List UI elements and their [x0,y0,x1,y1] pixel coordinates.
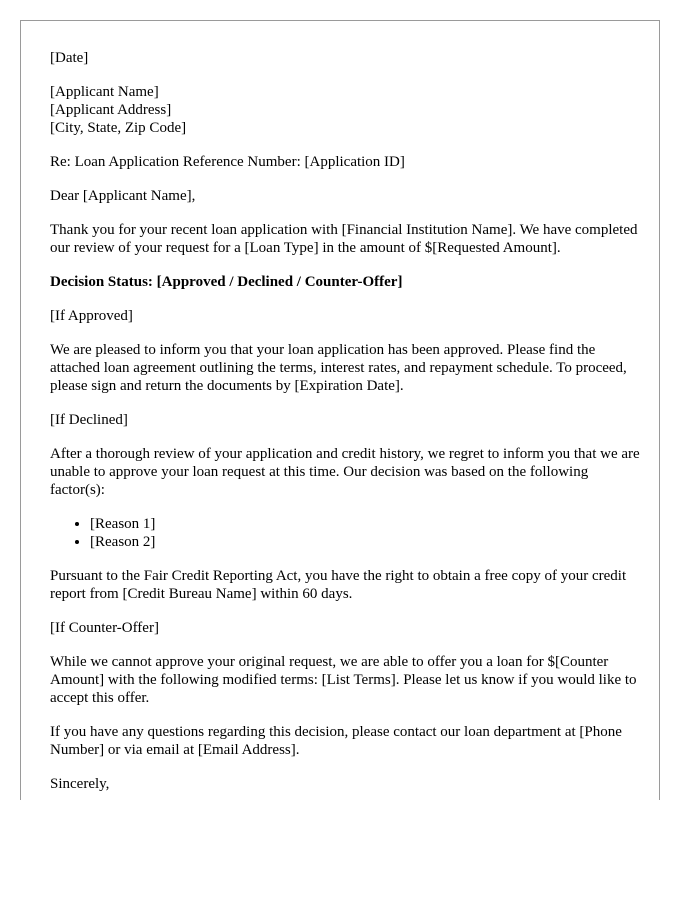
letter-date: [Date] [50,50,89,66]
approved-heading: [If Approved] [50,308,133,324]
closing: Sincerely, [50,776,110,792]
recipient-block [50,83,640,137]
decision-status: Decision Status: [Approved / Declined / Counter-Offer] [50,274,403,290]
approved-paragraph: We are pleased to inform you that your loan application has been approved. Please find the attached loan agreement outlining the terms, interest rates, and repayment schedule. To proceed, please sign and return the documents by [Expiration Date]. [50,342,627,394]
reason-item: • [Reason 2] [90,533,640,551]
counter-offer-paragraph: While we cannot approve your original request, we are able to offer you a loan for $[Counter Amount] with the following modified terms: [List Terms]. Please let us know if you would like to accept this offer. [50,654,637,706]
salutation: Dear [Applicant Name], [50,188,196,204]
declined-paragraph: After a thorough review of your application and credit history, we regret to inform you that we are unable to approve your loan request at this time. Our decision was based on the following factor(s): [50,446,640,498]
letter-body [50,49,640,800]
reason-item: • [Reason 1] [90,515,640,533]
reasons-list [50,515,640,551]
recipient-address: [Applicant Address] [50,102,172,118]
reference-line: Re: Loan Application Reference Number: [Application ID] [50,154,405,170]
recipient-name: [Applicant Name] [50,84,159,100]
declined-heading: [If Declined] [50,412,128,428]
letter-page [20,20,660,800]
counter-offer-heading: [If Counter-Offer] [50,620,159,636]
contact-paragraph: If you have any questions regarding this decision, please contact our loan department at [Phone Number] or via email at [Email Address]. [50,724,622,758]
fcra-paragraph: Pursuant to the Fair Credit Reporting Act, you have the right to obtain a free copy of your credit report from [Credit Bureau Name] within 60 days. [50,568,627,602]
intro-paragraph: Thank you for your recent loan application with [Financial Institution Name]. We have completed our review of your request for a [Loan Type] in the amount of $[Requested Amount]. [50,222,638,256]
recipient-city-state-zip: [City, State, Zip Code] [50,120,187,136]
